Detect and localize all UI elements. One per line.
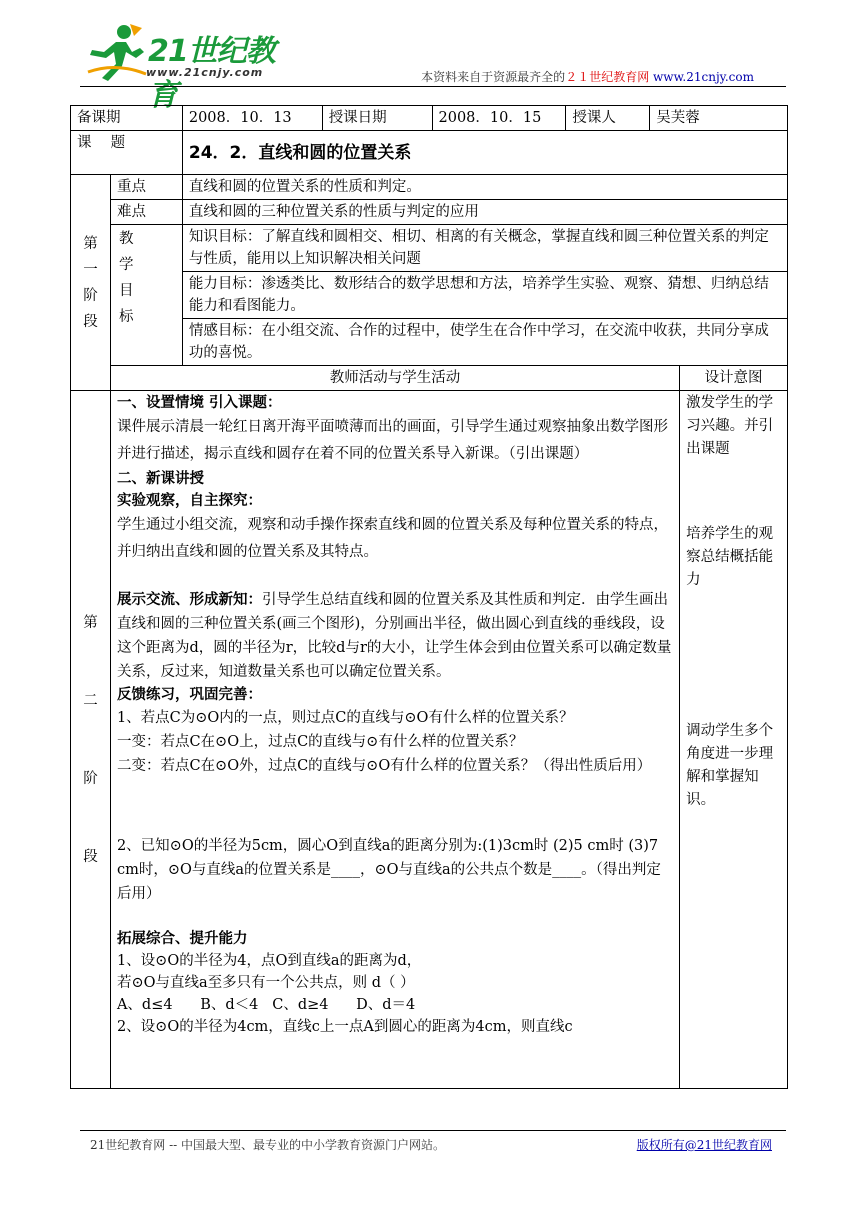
teach-date: 2008．10．15 bbox=[432, 106, 566, 131]
section-intro-heading: 一、设置情境 引入课题： bbox=[116, 394, 282, 411]
header-note-prefix: 本资料来自于资源最齐全的 bbox=[421, 70, 566, 84]
header-divider bbox=[80, 86, 786, 87]
goal-ability: 能力目标：渗透类比、数形结合的数学思想和方法，培养学生实验、观察、猜想、归纳总结能力和看图能力。 bbox=[182, 272, 787, 319]
footer-divider bbox=[80, 1130, 786, 1131]
intent-content bbox=[680, 391, 788, 1089]
header-brand-link[interactable]: ２１世纪教育网 bbox=[565, 70, 650, 84]
stage-two-label: 第 二 阶 段 bbox=[71, 391, 111, 1089]
activity-content bbox=[110, 391, 679, 1089]
extend-q1: 1、设⊙O的半径为4，点O到直线a的距离为d， bbox=[116, 953, 422, 969]
section-explore-text: 学生通过小组交流，观察和动手操作探索直线和圆的位置关系及每种位置关系的特点，并归纳出直线和圆的位置关系及其特点。 bbox=[116, 517, 668, 560]
practice-q2: 2、已知⊙O的半径为5cm，圆心O到直线a的距离分别为:(1)3cm时 (2)5 cm时 (3)7 cm时，⊙O与直线a的位置关系是____，⊙O与直线a的公共点个数是____。（得出判定后用） bbox=[116, 838, 661, 902]
header-url-link[interactable]: www.21cnjy.com bbox=[653, 70, 754, 84]
site-logo[interactable] bbox=[86, 22, 286, 113]
topic-title: 24．2．直线和圆的位置关系 bbox=[182, 131, 787, 175]
prep-label: 备课期 bbox=[71, 106, 183, 131]
goal-knowledge-row bbox=[71, 225, 788, 272]
logo-url: www.21cnjy.com bbox=[146, 66, 264, 79]
extend-q1-options: A、d≤4 B、d＜4 C、d≥4 D、d＝4 bbox=[116, 997, 416, 1013]
teacher-name: 吴芙蓉 bbox=[650, 106, 788, 131]
key-point-label: 重点 bbox=[110, 175, 182, 200]
activity-column-header: 教师活动与学生活动 bbox=[110, 366, 679, 391]
footer-copyright-link[interactable]: 版权所有@21世纪教育网 bbox=[636, 1138, 772, 1152]
difficult-point-text: 直线和圆的三种位置关系的性质与判定的应用 bbox=[182, 200, 787, 225]
key-point-row bbox=[71, 175, 788, 200]
goal-knowledge: 知识目标：了解直线和圆相交、相切、相离的有关概念，掌握直线和圆三种位置关系的判定与性质，能用以上知识解决相关问题 bbox=[182, 225, 787, 272]
header-note bbox=[421, 68, 754, 85]
section-share-heading: 展示交流、形成新知： bbox=[116, 591, 262, 608]
lesson-plan-table bbox=[70, 105, 788, 1089]
difficult-point-label: 难点 bbox=[110, 200, 182, 225]
goals-label: 教 学 目 标 bbox=[110, 225, 182, 366]
section-extend-heading: 拓展综合、提升能力 bbox=[116, 930, 248, 947]
runner-logo-icon bbox=[86, 22, 150, 84]
teacher-label: 授课人 bbox=[566, 106, 650, 131]
section-share-text: 引导学生总结直线和圆的位置关系及其性质和判定．由学生画出直线和圆的三种位置关系(画三个图形)，分别画出半径，做出圆心到直线的垂线段，设这个距离为d，圆的半径为r，比较d与r的大小，让学生体会到由位置关系可以确定数量关系，反过来，知道数量关系也可以确定位置关系。 bbox=[116, 592, 672, 680]
practice-q1-variant-b: 二变：若点C在⊙O外，过点C的直线与⊙O有什么样的位置关系？（得出性质后用） bbox=[116, 758, 652, 774]
prep-date: 2008．10．13 bbox=[182, 106, 322, 131]
section-share-paragraph bbox=[117, 588, 673, 684]
section-intro-text: 课件展示清晨一轮红日离开海平面喷薄而出的画面，引导学生通过观察抽象出数学图形并进行描述，揭示直线和圆存在着不同的位置关系导入新课。（引出课题） bbox=[116, 419, 668, 462]
practice-q1-variant-a: 一变：若点C在⊙O上，过点C的直线与⊙有什么样的位置关系？ bbox=[116, 734, 524, 750]
practice-q1: 1、若点C为⊙O内的一点，则过点C的直线与⊙O有什么样的位置关系？ bbox=[116, 710, 574, 726]
extend-q2: 2、设⊙O的半径为4cm，直线c上一点A到圆心的距离为4cm，则直线c bbox=[116, 1019, 573, 1035]
page-header bbox=[0, 0, 860, 113]
column-header-row bbox=[71, 366, 788, 391]
meta-row bbox=[71, 106, 788, 131]
topic-label: 课 题 bbox=[71, 131, 183, 175]
goal-emotion: 情感目标：在小组交流、合作的过程中，使学生在合作中学习，在交流中收获，共同分享成功的喜悦。 bbox=[182, 319, 787, 366]
logo-text: 21世纪教育 bbox=[148, 34, 275, 113]
intent-interest: 激发学生的学习兴趣。并引出课题 bbox=[686, 395, 774, 457]
stage-two-row bbox=[71, 391, 788, 1089]
section-new-heading: 二、新课讲授 bbox=[116, 470, 204, 487]
section-explore-heading: 实验观察，自主探究： bbox=[116, 492, 262, 509]
topic-row bbox=[71, 131, 788, 175]
intent-column-header: 设计意图 bbox=[680, 366, 788, 391]
intent-understanding: 调动学生多个角度进一步理解和掌握知识。 bbox=[686, 723, 774, 808]
key-point-text: 直线和圆的位置关系的性质和判定。 bbox=[182, 175, 787, 200]
section-practice-heading: 反馈练习，巩固完善： bbox=[116, 686, 262, 703]
difficult-point-row bbox=[71, 200, 788, 225]
stage-one-label: 第 一 阶 段 bbox=[71, 175, 111, 391]
intent-observation: 培养学生的观察总结概括能力 bbox=[686, 526, 774, 588]
footer-text: 21世纪教育网 -- 中国最大型、最专业的中小学教育资源门户网站。 bbox=[90, 1138, 446, 1152]
extend-q1-condition: 若⊙O与直线a至多只有一个公共点，则 d（ ） bbox=[116, 975, 415, 991]
teach-label: 授课日期 bbox=[322, 106, 432, 131]
